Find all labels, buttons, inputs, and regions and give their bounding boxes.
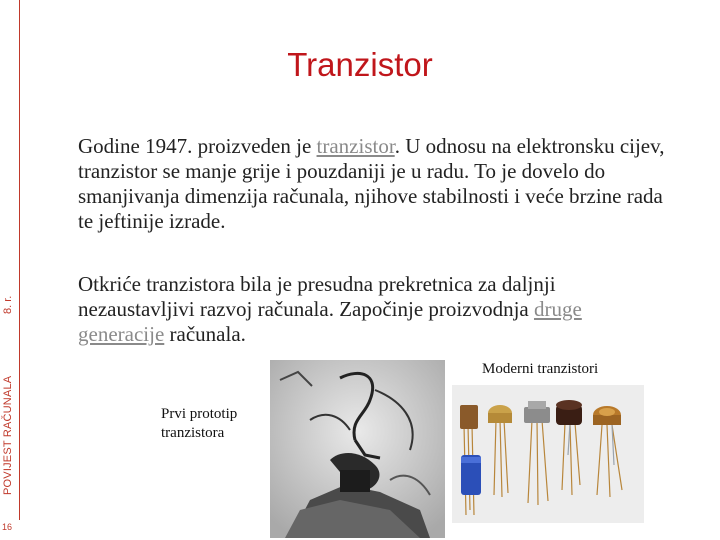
page-number: 16: [2, 522, 13, 532]
paragraph-development: [78, 272, 668, 347]
modern-transistors-image: [452, 385, 644, 523]
grade-label: 8. r.: [2, 295, 14, 314]
prototype-caption: Prvi prototip tranzistora: [161, 405, 261, 443]
prototype-transistor-image: [270, 360, 445, 538]
modern-caption: Moderni tranzistori: [482, 361, 599, 377]
paragraph-intro-text-start: Godine 1947. proizveden je: [78, 134, 317, 158]
druge-generacije-link[interactable]: druge generacije: [78, 297, 582, 346]
tranzistor-link[interactable]: tranzistor: [316, 134, 395, 158]
paragraph-development-text-end: računala.: [164, 322, 246, 346]
paragraph-development-text-start: Otkriće tranzistora bila je presudna prekretnica za daljnji nezaustavljivi razvoj računala. Započinje proizvodnja: [78, 272, 556, 321]
slide-title: Tranzistor: [287, 46, 433, 83]
paragraph-intro-text-end: . U odnosu na elektronsku cijev, tranzistor se manje grije i pouzdaniji je u radu. To je dovelo do smanjivanja dimenzija računala, njihove stabilnosti i veće brzine rada te jeftinije izrade.: [78, 134, 665, 233]
paragraph-intro: [78, 134, 668, 234]
modern-transistors-photo: [452, 385, 644, 523]
prototype-transistor-photo: [270, 360, 445, 538]
course-label: POVIJEST RAČUNALA: [2, 375, 14, 495]
